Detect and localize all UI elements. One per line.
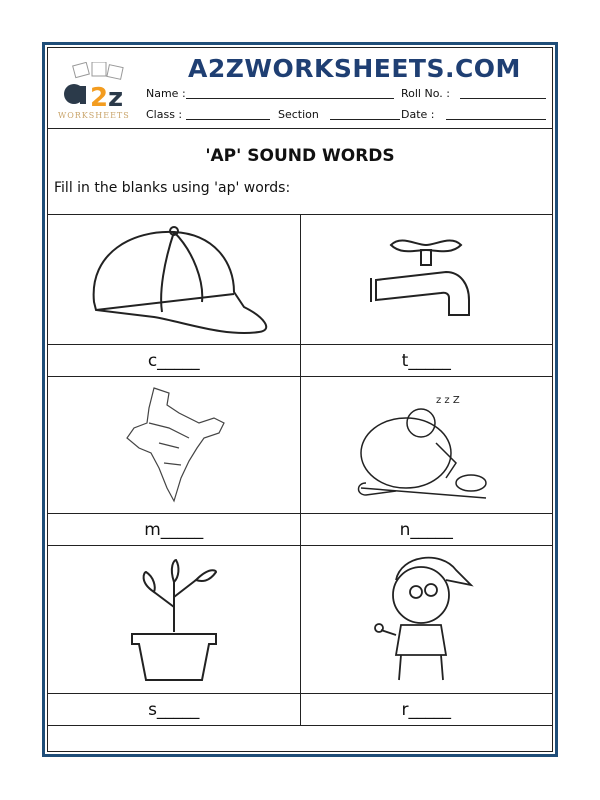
date-label: Date :	[401, 108, 435, 121]
rapper-icon	[361, 550, 491, 690]
map-picture	[48, 377, 300, 514]
svg-text:2: 2	[90, 83, 109, 113]
map-icon	[119, 383, 229, 508]
cap-icon	[74, 222, 274, 337]
sapling-picture	[48, 546, 300, 694]
word-blank-rapper[interactable]: r_____	[300, 694, 552, 726]
section-field[interactable]	[330, 119, 400, 120]
word-blank-nap[interactable]: n_____	[300, 514, 552, 546]
instruction: Fill in the blanks using 'ap' words:	[54, 180, 291, 196]
nap-icon	[336, 383, 516, 508]
name-label: Name :	[146, 87, 186, 100]
worksheet-border	[42, 42, 558, 757]
tap-icon	[351, 230, 501, 330]
section-label: Section	[278, 108, 319, 121]
header	[48, 48, 552, 129]
nap-picture	[300, 377, 552, 514]
class-field[interactable]	[186, 119, 270, 120]
tap-picture	[300, 215, 552, 345]
name-field[interactable]	[186, 98, 394, 99]
word-blank-map[interactable]: m_____	[48, 514, 300, 546]
svg-text:z z Z: z z Z	[436, 394, 460, 406]
picture-table	[48, 214, 552, 726]
a2z-logo	[56, 62, 146, 122]
word-blank-tap[interactable]: t_____	[300, 345, 552, 377]
svg-text:z: z	[108, 83, 124, 113]
cap-picture	[48, 215, 300, 345]
sapling-icon	[124, 552, 224, 687]
worksheet-title: 'AP' SOUND WORDS	[205, 146, 395, 166]
word-blank-cap[interactable]: c_____	[48, 345, 300, 377]
roll-field[interactable]	[460, 98, 546, 99]
rapper-picture	[300, 546, 552, 694]
date-field[interactable]	[446, 119, 546, 120]
roll-label: Roll No. :	[401, 87, 450, 100]
word-blank-sapling[interactable]: s_____	[48, 694, 300, 726]
site-title: A2ZWORKSHEETS.COM	[188, 54, 521, 83]
class-label: Class :	[146, 108, 183, 121]
worksheet	[47, 47, 553, 752]
svg-text:WORKSHEETS: WORKSHEETS	[58, 111, 130, 120]
